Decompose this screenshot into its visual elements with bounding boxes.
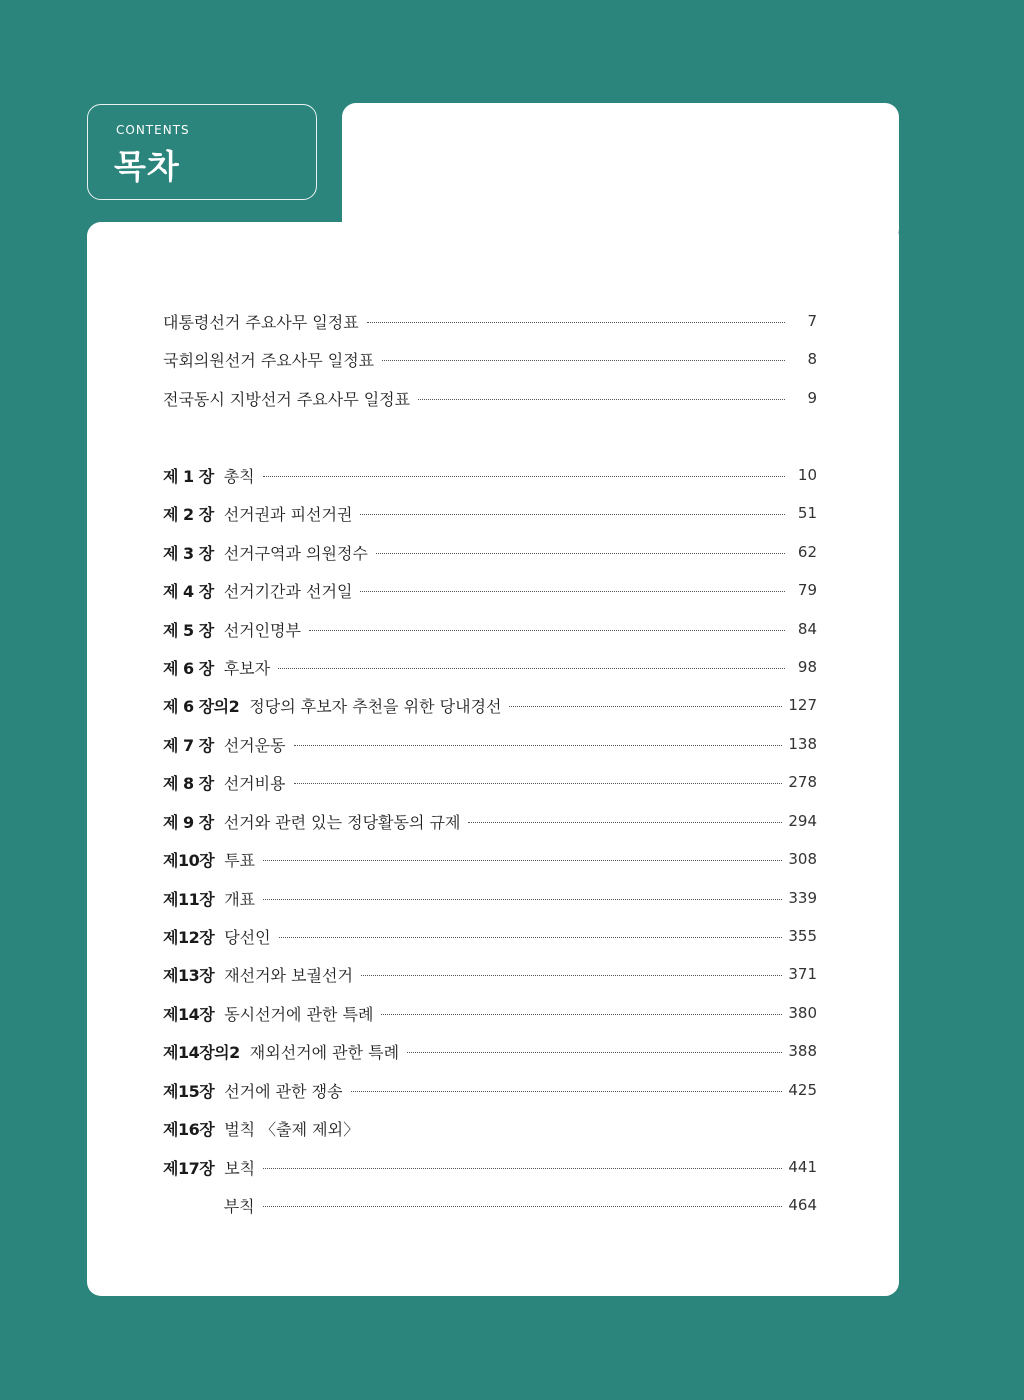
page-number: 98 (797, 658, 817, 676)
toc-title: 개표 (224, 889, 256, 909)
page-number: 464 (788, 1196, 817, 1214)
toc-title: 당선인 (224, 927, 271, 947)
chapter-number: 제 9 장 (163, 812, 214, 832)
dot-leader (418, 399, 785, 400)
toc-title: 투표 (224, 850, 256, 870)
toc-title: 선거인명부 (223, 620, 301, 640)
dot-leader (376, 553, 785, 554)
chapter-number: 제10장 (163, 850, 215, 870)
chapter-number: 제 6 장 (163, 658, 214, 678)
page-number: 138 (788, 735, 817, 753)
dot-leader (407, 1052, 782, 1053)
dot-leader (279, 937, 783, 938)
dot-leader (263, 1168, 782, 1169)
dot-leader (263, 860, 782, 861)
chapter-number: 제17장 (163, 1158, 215, 1178)
toc-chapter-row[interactable] (163, 652, 817, 682)
dot-leader (294, 745, 783, 746)
toc-chapter-row[interactable] (163, 498, 817, 528)
page-number: 425 (788, 1081, 817, 1099)
dot-leader (367, 322, 785, 323)
toc-chapter-row[interactable] (163, 767, 817, 797)
toc-title: 보칙 (224, 1158, 256, 1178)
toc-title: 선거와 관련 있는 정당활동의 규제 (223, 812, 461, 832)
chapter-number: 제 2 장 (163, 504, 214, 524)
chapter-number: 제 3 장 (163, 543, 214, 563)
dot-leader (361, 975, 782, 976)
toc-title: 대통령선거 주요사무 일정표 (163, 312, 359, 332)
toc-chapter-row[interactable] (163, 690, 817, 720)
chapter-number: 제 8 장 (163, 773, 214, 793)
toc-title: 선거운동 (223, 735, 286, 755)
toc-title: 국회의원선거 주요사무 일정표 (163, 350, 375, 370)
toc-chapter-row[interactable] (163, 959, 817, 989)
page-number: 9 (807, 389, 817, 407)
page-number: 388 (788, 1042, 817, 1060)
dot-leader (294, 783, 783, 784)
chapter-number: 제16장 (163, 1119, 215, 1139)
chapter-number: 제12장 (163, 927, 215, 947)
toc-chapter-row[interactable] (163, 1075, 817, 1105)
page-number: 84 (797, 620, 817, 638)
toc-chapter-row[interactable] (163, 1113, 817, 1143)
toc-chapter-row[interactable] (163, 575, 817, 605)
chapter-number: 제 1 장 (163, 466, 214, 486)
dot-leader (381, 1014, 782, 1015)
chapter-number: 제15장 (163, 1081, 215, 1101)
toc-chapter-row[interactable] (163, 729, 817, 759)
dot-leader (351, 1091, 783, 1092)
dot-leader (309, 630, 785, 631)
toc-schedule-row[interactable] (163, 344, 817, 374)
page-number: 294 (788, 812, 817, 830)
page-number: 371 (788, 965, 817, 983)
dot-leader (278, 668, 785, 669)
toc-title: 재선거와 보궐선거 (224, 965, 353, 985)
toc-chapter-row[interactable] (163, 844, 817, 874)
chapter-number: 제13장 (163, 965, 215, 985)
contents-subtitle: CONTENTS (116, 123, 190, 137)
page-number: 10 (797, 466, 817, 484)
chapter-number: 제14장의2 (163, 1042, 240, 1062)
page-number: 339 (788, 889, 817, 907)
page-number: 380 (788, 1004, 817, 1022)
dot-leader (360, 514, 785, 515)
page-number: 441 (788, 1158, 817, 1176)
toc-title: 전국동시 지방선거 주요사무 일정표 (163, 389, 411, 409)
contents-tab (87, 104, 317, 200)
toc-title: 동시선거에 관한 특례 (224, 1004, 374, 1024)
chapter-number: 제11장 (163, 889, 215, 909)
toc-chapter-row[interactable] (163, 460, 817, 490)
toc-title: 재외선거에 관한 특례 (249, 1042, 400, 1062)
toc-title: 선거기간과 선거일 (223, 581, 353, 601)
toc-schedule-row[interactable] (163, 306, 817, 336)
toc-chapter-row[interactable] (163, 1036, 817, 1066)
toc-chapter-row[interactable] (163, 806, 817, 836)
toc-chapter-row[interactable] (163, 921, 817, 951)
toc-chapter-row[interactable] (163, 537, 817, 567)
dot-leader (382, 360, 785, 361)
toc-title: 선거에 관한 쟁송 (224, 1081, 343, 1101)
toc-title: 선거비용 (223, 773, 286, 793)
page-title: 목차 (114, 147, 180, 186)
toc-chapter-row[interactable] (163, 883, 817, 913)
toc-chapter-row[interactable] (163, 1152, 817, 1182)
toc-chapter-row[interactable] (163, 614, 817, 644)
page-number: 355 (788, 927, 817, 945)
page-number: 278 (788, 773, 817, 791)
page-number: 7 (807, 312, 817, 330)
chapter-number: 제 7 장 (163, 735, 214, 755)
dot-leader (263, 1206, 783, 1207)
chapter-number: 제 6 장의2 (163, 696, 240, 716)
toc-title: 부칙 (223, 1196, 255, 1216)
page-number: 79 (797, 581, 817, 599)
page-number: 127 (788, 696, 817, 714)
dot-leader (509, 706, 782, 707)
page-number: 51 (797, 504, 817, 522)
toc-title: 벌칙 〈출제 제외〉 (224, 1119, 360, 1139)
toc-title: 정당의 후보자 추천을 위한 당내경선 (249, 696, 502, 716)
dot-leader (468, 822, 782, 823)
dot-leader (263, 476, 785, 477)
toc-title: 총칙 (223, 466, 255, 486)
dot-leader (360, 591, 785, 592)
toc-chapter-row[interactable] (163, 998, 817, 1028)
toc-schedule-row[interactable] (163, 383, 817, 413)
chapter-number: 제 4 장 (163, 581, 214, 601)
toc-title: 선거권과 피선거권 (223, 504, 353, 524)
page-number: 8 (807, 350, 817, 368)
chapter-number: 제 5 장 (163, 620, 214, 640)
dot-leader (263, 899, 782, 900)
chapter-number: 제14장 (163, 1004, 215, 1024)
page-number: 62 (797, 543, 817, 561)
toc-chapter-row[interactable] (163, 1190, 817, 1220)
toc-title: 선거구역과 의원정수 (223, 543, 368, 563)
toc-title: 후보자 (223, 658, 271, 678)
page-number: 308 (788, 850, 817, 868)
